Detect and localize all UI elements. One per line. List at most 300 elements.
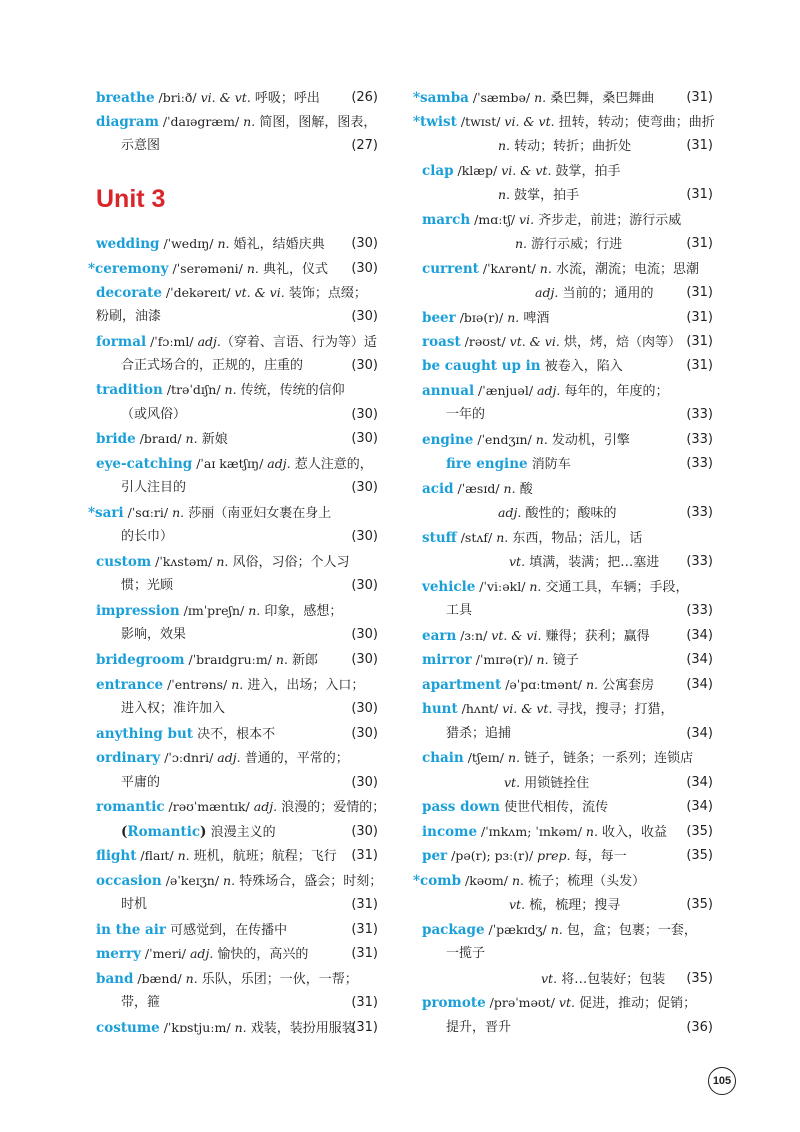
entry-definition: 镜子 [548,653,579,668]
entry-page-ref: (31) [686,285,713,300]
glossary-line [88,476,378,500]
entry-phonetic: /ˈfɔːml/ [146,334,198,349]
entry-headword: *sari [88,505,124,521]
entry-part-of-speech: n. [216,554,229,569]
entry-part-of-speech: adj. [267,456,291,471]
entry-page-ref: (33) [686,554,713,569]
entry-page-ref: (31) [686,138,713,153]
entry-text [422,624,650,649]
entry-definition: 东西，物品；活儿，话 [508,531,643,546]
entry-headword: costume [96,1020,160,1036]
entry-definition: 鼓掌，拍手 [510,188,580,203]
entry-headword: clap [422,163,454,179]
entry-phonetic: /ˈdekəreɪt/ [161,285,235,300]
entry-headword: income [422,824,478,840]
entry-page-ref: (31) [686,187,713,202]
entry-headword: anything but [96,726,194,742]
glossary-line [88,991,378,1015]
entry-text [422,208,681,233]
entry-text [422,306,549,331]
glossary-line [413,306,713,330]
entry-phonetic: /stʌf/ [456,530,497,545]
entry-definition: 游行示威；行进 [527,237,623,252]
entry-definition: 惹人注意的， [290,457,373,472]
entry-phonetic: /ˈænjuəl/ [474,383,538,398]
entry-phonetic: /pə(r); pɜː(r)/ [447,848,538,863]
entry-part-of-speech: vt. [541,971,558,986]
entry-text [121,574,173,598]
glossary-line [88,525,378,549]
glossary-line [88,599,378,623]
entry-text [422,697,674,722]
entry-text [121,893,147,917]
glossary-line [413,501,713,525]
entry-headword: hunt [422,701,458,717]
glossary-line [88,305,378,329]
glossary-line [413,232,713,256]
entry-text [509,893,620,918]
glossary-line [88,918,378,942]
entry-definition: 时机 [121,897,148,912]
entry-headword: package [422,922,485,938]
entry-headword: march [422,212,471,228]
entry-phonetic: /ˈkʌstəm/ [151,554,217,569]
entry-phonetic: /mɑːtʃ/ [470,212,520,227]
entry-part-of-speech: vt. & vi. [491,628,542,643]
entry-part-of-speech: n. [172,505,185,520]
entry-part-of-speech: vt. & vi. [234,285,285,300]
entry-definition: 愉快的，高兴的 [213,947,309,962]
entry-text [422,477,533,502]
entry-part-of-speech: n. [496,530,509,545]
entry-page-ref: (35) [686,897,713,912]
entry-phonetic: /əˈpɑːtmənt/ [501,677,586,692]
entry-part-of-speech: prep. [537,848,571,863]
entry-text [422,354,623,379]
entry-headword: eye-catching [96,456,193,472]
entry-part-of-speech: vt. [558,995,575,1010]
glossary-line [88,86,378,110]
entry-text [422,648,579,673]
entry-text [121,403,186,427]
entry-page-ref: (34) [686,628,713,643]
entry-part-of-speech: n. [231,677,244,692]
entry-phonetic: /ˈmɪrə(r)/ [471,652,537,667]
entry-headword: chain [422,750,464,766]
entry-definition: 交通工具，车辆；手段， [541,580,689,595]
entry-page-ref: (30) [351,652,378,667]
glossary-line [88,623,378,647]
glossary-line [413,967,713,991]
entry-text [96,550,349,575]
entry-phonetic: /ˈɪnkʌm; ˈɪnkəm/ [477,824,586,839]
glossary-line [88,574,378,598]
entry-text [498,501,616,526]
entry-phonetic: /ˈæsɪd/ [453,481,504,496]
entry-definition: 婚礼，结婚庆典 [229,237,325,252]
entry-text [413,869,645,894]
entry-headword: occasion [96,873,162,889]
entry-text [121,354,303,378]
entry-page-ref: (30) [351,529,378,544]
entry-part-of-speech: n. [185,971,198,986]
entry-text [413,110,715,135]
entry-phonetic: /prəˈməʊt/ [485,995,559,1010]
entry-part-of-speech: adj. [189,946,214,961]
glossary-line [413,379,713,403]
entry-definition: 消防车 [527,457,571,472]
entry-headword: stuff [422,530,457,546]
glossary-line [88,110,378,134]
entry-headword: engine [422,432,474,448]
entry-headword: band [96,971,134,987]
entry-page-ref: (30) [351,480,378,495]
entry-definition: 桑巴舞，桑巴舞曲 [546,91,655,106]
entry-part-of-speech: vt. [509,554,526,569]
entry-headword: bride [96,431,136,447]
entry-part-of-speech: n. [507,310,520,325]
entry-part-of-speech: adj. [253,799,278,814]
entry-page-ref: (31) [351,897,378,912]
entry-text [96,795,385,820]
entry-definition: 啤酒 [519,311,550,326]
entry-phonetic: /ˈserəməni/ [168,261,247,276]
glossary-line [413,722,713,746]
entry-part-of-speech: n. [535,432,548,447]
entry-part-of-speech: vi. [519,212,535,227]
entry-headword: earn [422,628,457,644]
entry-headword: bridegroom [96,652,185,668]
glossary-line [88,893,378,917]
entry-text [422,379,668,404]
entry-phonetic: /trəˈdɪʃn/ [162,382,225,397]
entry-definition: 扭转，转动；使弯曲；曲折 [554,115,715,130]
entry-page-ref: (33) [686,432,713,447]
entry-headword: romantic [96,799,165,815]
entry-text [121,697,225,721]
entry-part-of-speech: vi. & vt. [501,163,552,178]
entry-page-ref: (30) [351,775,378,790]
entry-definition: 决不，根本不 [193,727,276,742]
entry-part-of-speech: n. [234,1020,247,1035]
glossary-line [88,330,378,354]
entry-phonetic: /rəʊˈmæntɪk/ [164,799,254,814]
glossary-line [88,550,378,574]
glossary-line [88,869,383,893]
entry-text [446,722,511,746]
entry-page-ref: (35) [686,971,713,986]
glossary-line [88,281,378,305]
entry-text [422,795,608,820]
entry-page-ref: (33) [686,603,713,618]
entry-text [96,232,325,257]
glossary-line [413,771,713,795]
glossary-line [88,673,378,697]
entry-part-of-speech: adj. [537,383,561,398]
entry-headword: *samba [413,90,469,106]
glossary-line [88,967,378,991]
glossary-line [413,918,713,942]
entry-text [96,452,373,477]
entry-part-of-speech: n. [224,382,237,397]
glossary-line [413,183,713,207]
entry-text [413,86,654,111]
glossary-line [88,722,378,746]
entry-definition: 乐队，乐团；一伙，一帮； [197,972,358,987]
entry-phonetic: /twɪst/ [456,114,505,129]
glossary-line [88,378,378,402]
entry-page-ref: (31) [686,310,713,325]
entry-headword: flight [96,848,137,864]
entry-headword: breathe [96,90,155,106]
entry-headword: merry [96,946,141,962]
entry-text [446,403,485,427]
entry-headword: formal [96,334,147,350]
entry-headword: apartment [422,677,502,693]
entry-text [96,722,275,747]
entry-definition: 可感觉到，在传播中 [165,923,288,938]
entry-definition: 链子，链条；一系列；连锁店 [520,751,694,766]
glossary-line [413,452,713,476]
entry-definition: 进入，出场；入口； [243,678,365,693]
glossary-line [413,550,713,574]
entry-phonetic: /ɪmˈpreʃn/ [179,603,249,618]
entry-part-of-speech: n. [539,261,552,276]
entry-text [96,942,308,967]
entry-headword: decorate [96,285,162,301]
entry-page-ref: (30) [351,627,378,642]
glossary-line [413,86,713,110]
entry-phonetic: /braɪd/ [135,431,186,446]
entry-definition: 风俗，习俗；个人习 [228,555,350,570]
entry-part-of-speech: adj. [498,505,522,520]
entry-part-of-speech: n. [246,261,259,276]
entry-part-of-speech: vi. & vt. [502,701,553,716]
entry-page-ref: (30) [351,824,378,839]
entry-part-of-speech: n. [515,236,528,251]
entry-text [96,869,382,894]
entry-text [121,991,160,1015]
glossary-line [88,354,378,378]
glossary-line [413,403,713,427]
entry-definition: 浪漫主义的 [206,825,276,840]
entry-part-of-speech: n. [507,750,520,765]
entry-definition: 被卷入，陷入 [540,359,623,374]
entry-definition: 浪漫的；爱情的； [277,800,386,815]
entry-text [96,599,342,624]
entry-definition: 水流，潮流；电流；思潮 [551,262,699,277]
entry-headword: per [422,848,448,864]
entry-phonetic: /klæp/ [453,163,502,178]
entry-text [422,673,654,698]
glossary-line [413,159,713,183]
entry-text [96,1016,355,1041]
glossary-line [413,869,713,893]
entry-text [121,771,160,795]
entry-definition: 公寓套房 [598,678,655,693]
entry-page-ref: (34) [686,799,713,814]
glossary-line [413,697,713,721]
entry-definition: 传统，传统的信仰 [236,383,345,398]
glossary-line [88,795,386,819]
glossary-line [88,820,378,844]
entry-definition: 用锁链拴住 [520,776,590,791]
entry-definition: 一揽子 [446,946,486,961]
entry-phonetic: /flaɪt/ [136,848,178,863]
entry-definition: 一年的 [446,407,486,422]
entry-page-ref: (34) [686,775,713,790]
entry-definition: 梳子；梳理（头发） [524,874,646,889]
entry-headword: acid [422,481,454,497]
entry-definition: 装饰；点缀； [284,286,367,301]
entry-definition: 每，每一 [570,849,627,864]
entry-page-ref: (31) [351,995,378,1010]
entry-phonetic: /kəʊm/ [461,873,512,888]
entry-part-of-speech: n. [529,579,542,594]
entry-part-of-speech: vi. & vt. [200,90,251,105]
entry-page-ref: (31) [351,1020,378,1035]
entry-headword: mirror [422,652,472,668]
entry-headword: beer [422,310,456,326]
entry-definition: 班机，航班；航程；飞行 [189,849,337,864]
entry-page-ref: (31) [686,90,713,105]
glossary-line [88,942,378,966]
entry-part-of-speech: n. [185,431,198,446]
entry-page-ref: (31) [686,236,713,251]
entry-text [446,942,485,966]
entry-part-of-speech: vi. & vt. [504,114,555,129]
glossary-line [413,526,713,550]
entry-definition: 合正式场合的，正规的，庄重的 [121,358,304,373]
glossary-line [413,575,713,599]
entry-part-of-speech: n. [511,873,524,888]
glossary-line [88,134,378,158]
entry-text [541,967,665,992]
entry-headword: fire engine [446,456,528,472]
entry-headword: *comb [413,873,462,889]
entry-part-of-speech: vt. & vi. [509,334,560,349]
entry-definition: 带，箍 [121,995,161,1010]
glossary-line [413,257,713,281]
entry-text [422,918,697,943]
entry-headword: current [422,261,479,277]
glossary-line [413,354,713,378]
entry-phonetic: /ˈwedɪŋ/ [159,236,218,251]
entry-page-ref: (30) [351,407,378,422]
entry-definition: 典礼，仪式 [258,262,328,277]
entry-phonetic: /ˈpækɪdʒ/ [484,922,551,937]
entry-page-ref: (31) [351,922,378,937]
entry-definition: 当前的；通用的 [558,286,654,301]
entry-page-ref: (26) [351,90,378,105]
entry-page-ref: (30) [351,701,378,716]
entry-page-ref: (33) [686,407,713,422]
entry-headword: in the air [96,922,166,938]
entry-phonetic: /tʃeɪn/ [463,750,508,765]
entry-definition: 简图，图解，图表， [255,115,377,130]
entry-part-of-speech: n. [217,236,230,251]
entry-phonetic: /ˈkʌrənt/ [478,261,540,276]
entry-text [422,526,642,551]
entry-headword: pass down [422,799,500,815]
entry-phonetic: /ˈentrəns/ [163,677,232,692]
entry-definition: 填满，装满；把…塞进 [525,555,660,570]
entry-headword: promote [422,995,486,1011]
entry-text [96,673,364,698]
entry-part-of-speech: n. [503,481,516,496]
entry-part-of-speech: n. [536,652,549,667]
entry-text [121,525,173,549]
entry-text [422,257,699,282]
entry-definition: 惯；光顾 [121,578,174,593]
glossary-line [413,110,713,134]
unit-heading: Unit 3 [96,185,166,213]
entry-phonetic: /ɜːn/ [456,628,492,643]
entry-headword: *ceremony [88,261,169,277]
entry-definition: 梳，梳理；搜寻 [525,898,621,913]
entry-text [515,232,622,257]
entry-definition: 使世代相传，流传 [499,800,609,815]
entry-page-ref: (30) [351,236,378,251]
entry-definition: 新娘 [197,432,228,447]
entry-text [96,281,367,306]
entry-definition: 普通的，平常的； [240,751,349,766]
entry-part-of-speech: adj. [535,285,559,300]
entry-part-of-speech: vt. [509,897,526,912]
glossary-line [413,648,713,672]
entry-part-of-speech: n. [550,922,563,937]
entry-page-ref: (35) [686,848,713,863]
glossary-line [413,599,713,623]
entry-definition: 示意图 [121,138,161,153]
entry-definition: 每年的，年度的； [560,384,669,399]
glossary-line [88,232,378,256]
entry-part-of-speech: n. [585,677,599,692]
entry-phonetic: /ˈɔːdnri/ [160,750,218,765]
glossary-line [413,795,713,819]
entry-phonetic: /ˈdaɪəgræm/ [158,114,244,129]
entry-part-of-speech: adj. [197,334,221,349]
entry-definition: 印象，感想； [260,604,343,619]
entry-phonetic: /ˈendʒɪn/ [473,432,536,447]
entry-page-ref: (30) [351,578,378,593]
entry-headword: be caught up in [422,358,541,374]
entry-text [88,257,328,282]
entry-part-of-speech: n. [585,824,598,839]
entry-part-of-speech: adj. [217,750,241,765]
entry-text [121,623,186,647]
entry-headword: diagram [96,114,159,130]
entry-definition: 新郎 [287,653,319,668]
entry-page-ref: (35) [686,824,713,839]
entry-text [446,452,571,477]
entry-page-ref: (30) [351,358,378,373]
entry-headword: wedding [96,236,160,252]
entry-text [96,918,287,943]
entry-text [88,501,331,526]
entry-text [498,183,579,208]
entry-definition: 工具 [446,603,473,618]
entry-text [96,110,376,135]
entry-close-paren: ) [200,824,207,840]
glossary-line [413,893,713,917]
entry-definition: 齐步走，前进；游行示威 [534,213,682,228]
entry-definition: 粉刷，油漆 [96,309,162,324]
glossary-line [88,746,378,770]
entry-definition: 赚得；获利；赢得 [541,629,650,644]
entry-text [535,281,653,306]
glossary-line [88,427,378,451]
